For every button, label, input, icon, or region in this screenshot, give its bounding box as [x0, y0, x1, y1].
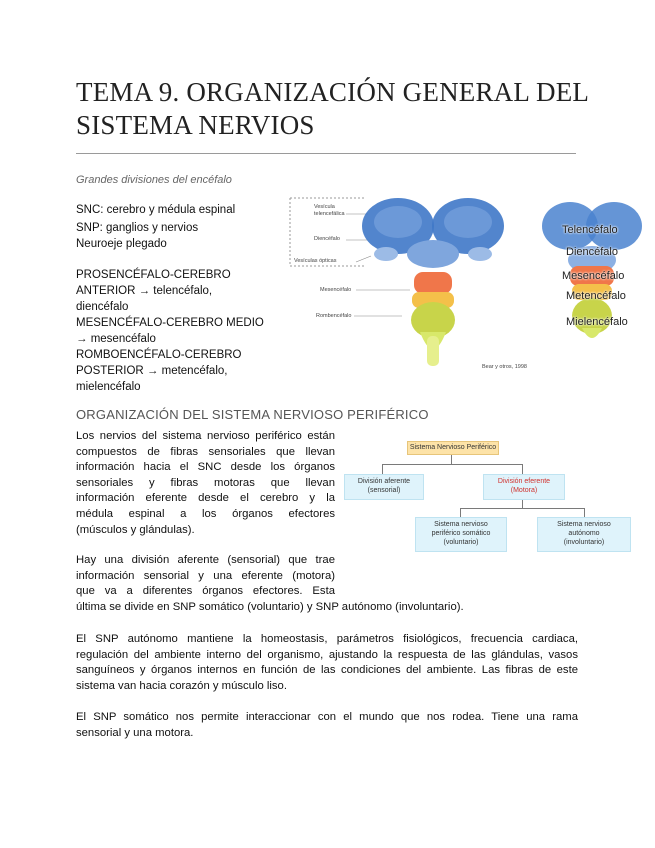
division-line: mielencéfalo	[76, 381, 141, 393]
intro-list	[76, 202, 235, 252]
division-line: ROMBOENCÉFALO-CEREBRO	[76, 349, 242, 361]
para4-line: El SNP somático nos permite interaccionar con el mundo que nos rodea. Tiene una rama	[76, 711, 578, 723]
connector	[382, 464, 522, 465]
autonomic-label: Sistema nervioso	[557, 521, 611, 528]
embryonic-brain-figure	[286, 194, 548, 376]
afferent-sublabel: (sensorial)	[367, 487, 401, 494]
connector	[460, 508, 461, 517]
para3-line: sanguíneos y órganos internos en función de las condiciones del ambiente. Las fibras de este	[76, 664, 578, 677]
afferent-label: División aferente	[357, 478, 411, 485]
efferent-sublabel: (Motora)	[510, 487, 538, 494]
paragraph-1	[76, 429, 335, 538]
para1-line: compuestos de fibras sensoriales que llevan	[76, 445, 335, 458]
pns-box-label: Sistema Nervioso Periférico	[409, 444, 497, 451]
division-line: → mesencéfalo	[76, 333, 156, 345]
efferent-label: División eferente	[497, 478, 551, 485]
label-diencefalo: Diencéfalo	[314, 236, 340, 242]
figure-caption: Grandes divisiones del encéfalo	[76, 174, 232, 186]
connector	[460, 508, 584, 509]
para2-last-line: última se divide en SNP somático (voluntario) y SNP autónomo (involuntario).	[76, 601, 464, 613]
label-metencefalo: Metencéfalo	[566, 290, 626, 302]
paragraph-3	[76, 632, 578, 694]
connector	[522, 464, 523, 474]
diencephalon-shape	[407, 240, 459, 268]
para2-line: que va a diferentes órganos efectores. Esta	[76, 585, 335, 598]
para1-line: (músculos y glándulas).	[76, 523, 195, 536]
intro-line: SNC: cerebro y médula espinal	[76, 204, 236, 216]
section-title: ORGANIZACIÓN DEL SISTEMA NERVIOSO PERIFÉRICO	[76, 407, 429, 422]
para2-line: información sensorial y una eferente (motora)	[76, 569, 335, 582]
label-telencefalo: Telencéfalo	[562, 224, 618, 236]
label-rombencefalo: Rombencéfalo	[316, 313, 352, 319]
pns-box	[407, 441, 499, 455]
somatic-box	[415, 517, 507, 552]
intro-line: SNP: ganglios y nervios	[76, 222, 199, 234]
division-line: PROSENCÉFALO-CEREBRO	[76, 269, 231, 281]
somatic-label: Sistema nervioso	[434, 521, 488, 528]
division-line: ANTERIOR → telencéfalo,	[76, 285, 213, 297]
afferent-box	[344, 474, 424, 500]
connector	[382, 464, 383, 474]
autonomic-box	[537, 517, 631, 552]
label-mielencefalo: Mielencéfalo	[566, 316, 628, 328]
division-line: diencéfalo	[76, 301, 129, 313]
para3-line: El SNP autónomo mantiene la homeostasis, parámetros fisiológicos, frecuencia cardiaca,	[76, 633, 578, 645]
label-diencefalo-right: Diencéfalo	[566, 246, 618, 258]
para3-line: sistema van hacia corazón y músculo liso.	[76, 679, 287, 692]
paragraph-2	[76, 553, 335, 600]
para1-line: sensoriales y fibras motoras que llevan	[76, 476, 335, 489]
para1-line: información hacia el SNC desde los órganos	[76, 461, 335, 474]
autonomic-sublabel: autónomo	[568, 530, 600, 537]
somatic-sublabel: periférico somático	[431, 530, 491, 537]
intro-line: Neuroeje plegado	[76, 238, 167, 250]
brain-regions-figure	[540, 198, 644, 346]
embryonic-brain-drawing	[286, 194, 548, 376]
paragraph-4	[76, 710, 578, 741]
autonomic-note: (involuntario)	[563, 539, 605, 546]
title-line-2: SISTEMA NERVIOS	[76, 110, 315, 140]
title-line-1: TEMA 9. ORGANIZACIÓN GENERAL DEL	[76, 77, 590, 107]
title-divider	[76, 153, 576, 154]
division-line: POSTERIOR → metencéfalo,	[76, 365, 228, 377]
label-mesencefalo-right: Mesencéfalo	[562, 270, 625, 282]
para3-line: regulación del ambiente interno del organismo, ajustando la respuesta de las glándulas, vasos	[76, 648, 578, 661]
figure-credit: Bear y otros, 1998	[482, 364, 527, 370]
pns-diagram	[340, 438, 634, 556]
division-line: MESENCÉFALO-CEREBRO MEDIO	[76, 317, 264, 329]
label-mesencefalo: Mesencéfalo	[320, 287, 352, 293]
para4-line: sensorial y una motora.	[76, 726, 194, 739]
label-telencephalic: telencefálica	[314, 211, 345, 217]
label-optic: Vesículas ópticas	[294, 258, 337, 264]
efferent-box	[483, 474, 565, 500]
page-title	[76, 76, 596, 142]
para2-line: Hay una división aferente (sensorial) que trae	[76, 554, 335, 566]
para1-line: información eferente desde el cerebro y la	[76, 492, 335, 505]
para1-line: médula espinal a los órganos efectores	[76, 507, 335, 520]
para1-line: Los nervios del sistema nervioso periférico están	[76, 430, 335, 442]
mesencephalon-shape	[414, 272, 452, 294]
connector	[584, 508, 585, 517]
divisions-list	[76, 267, 264, 395]
somatic-note: (voluntario)	[443, 539, 479, 546]
label-vesicle: Vesícula	[314, 204, 335, 210]
